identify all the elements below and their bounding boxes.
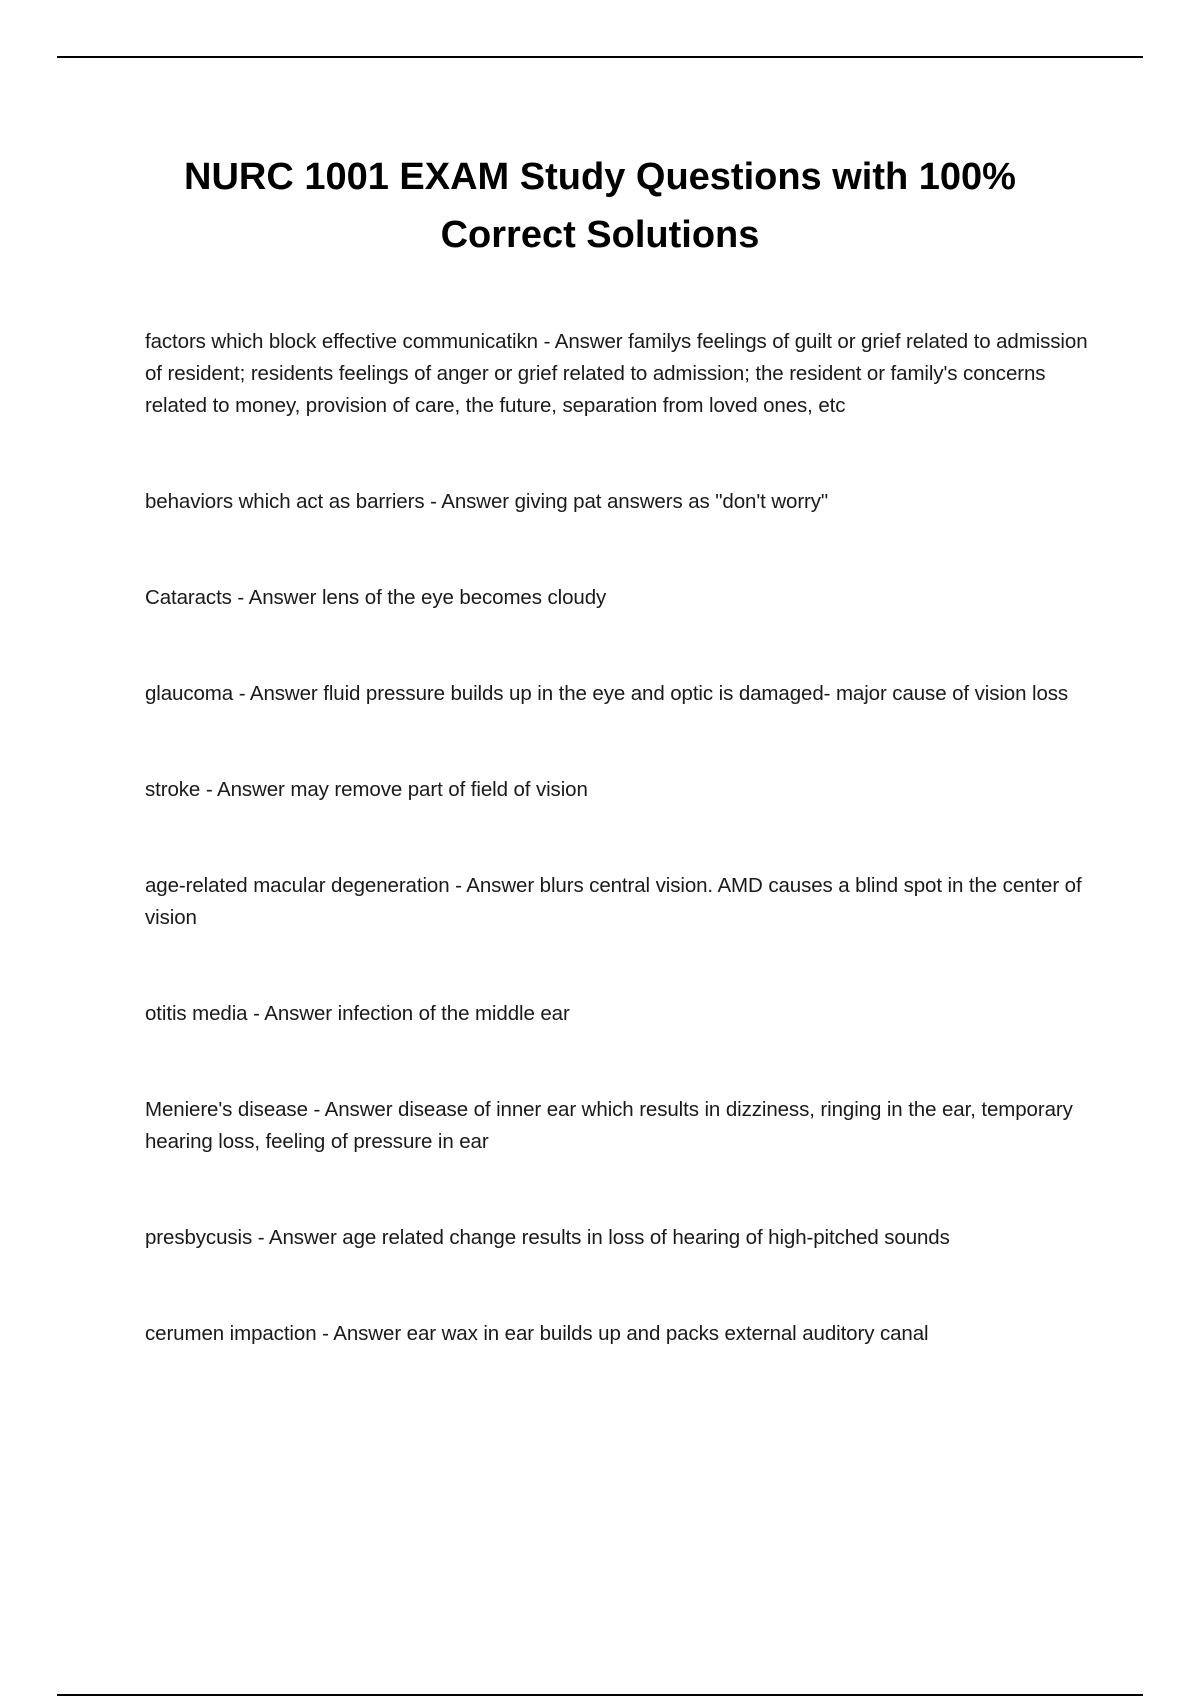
qa-answer: ear wax in ear builds up and packs external auditory canal xyxy=(406,1322,929,1345)
qa-term: Meniere's disease xyxy=(145,1098,308,1121)
qa-separator: - Answer xyxy=(307,1098,399,1121)
top-rule xyxy=(57,56,1143,58)
qa-separator: - Answer xyxy=(247,1002,338,1025)
qa-item xyxy=(145,774,1100,806)
qa-separator: - Answer xyxy=(316,1322,407,1345)
qa-item xyxy=(145,870,1100,934)
qa-term: Cataracts xyxy=(145,586,232,609)
qa-list xyxy=(145,326,1100,1414)
qa-term: behaviors which act as barriers xyxy=(145,490,425,513)
qa-separator: - Answer xyxy=(233,682,324,705)
qa-item xyxy=(145,582,1100,614)
qa-term: otitis media xyxy=(145,1002,248,1025)
qa-answer: giving pat answers as "don't worry" xyxy=(514,490,829,513)
qa-item xyxy=(145,1094,1100,1158)
qa-answer: may remove part of field of vision xyxy=(290,778,588,801)
qa-separator: - Answer xyxy=(449,874,540,897)
qa-answer: age related change results in loss of hearing of high-pitched sounds xyxy=(342,1226,950,1249)
qa-term: stroke xyxy=(145,778,201,801)
bottom-rule xyxy=(57,1694,1143,1696)
qa-separator: - Answer xyxy=(200,778,291,801)
qa-separator: - Answer xyxy=(231,586,322,609)
qa-term: glaucoma xyxy=(145,682,234,705)
qa-separator: - Answer xyxy=(252,1226,343,1249)
qa-answer: infection of the middle ear xyxy=(337,1002,570,1025)
qa-term: factors which block effective communicatikn xyxy=(145,330,538,353)
qa-term: age-related macular degeneration xyxy=(145,874,450,897)
qa-answer: blurs central vision. AMD causes a blind spot in the center of vision xyxy=(145,874,1082,929)
document-title: NURC 1001 EXAM Study Questions with 100% Correct Solutions xyxy=(184,156,1016,256)
qa-item xyxy=(145,486,1100,518)
qa-answer: disease of inner ear which results in dizziness, ringing in the ear, temporary hearing loss, feeling of pressure in ear xyxy=(145,1098,1073,1153)
qa-answer: fluid pressure builds up in the eye and optic is damaged- major cause of vision loss xyxy=(323,682,1069,705)
qa-answer: familys feelings of guilt or grief related to admission of resident; residents feelings of anger or grief related to admission; the resident or family's concerns related to money, provision of care, the future, separation from loved ones, etc xyxy=(145,330,1088,417)
qa-term: cerumen impaction xyxy=(145,1322,317,1345)
qa-separator: - Answer xyxy=(537,330,629,353)
qa-separator: - Answer xyxy=(424,490,515,513)
qa-item xyxy=(145,678,1100,710)
qa-item xyxy=(145,998,1100,1030)
qa-answer: lens of the eye becomes cloudy xyxy=(321,586,607,609)
qa-item xyxy=(145,1222,1100,1254)
qa-item xyxy=(145,1318,1100,1350)
qa-term: presbycusis xyxy=(145,1226,253,1249)
qa-item xyxy=(145,326,1100,422)
